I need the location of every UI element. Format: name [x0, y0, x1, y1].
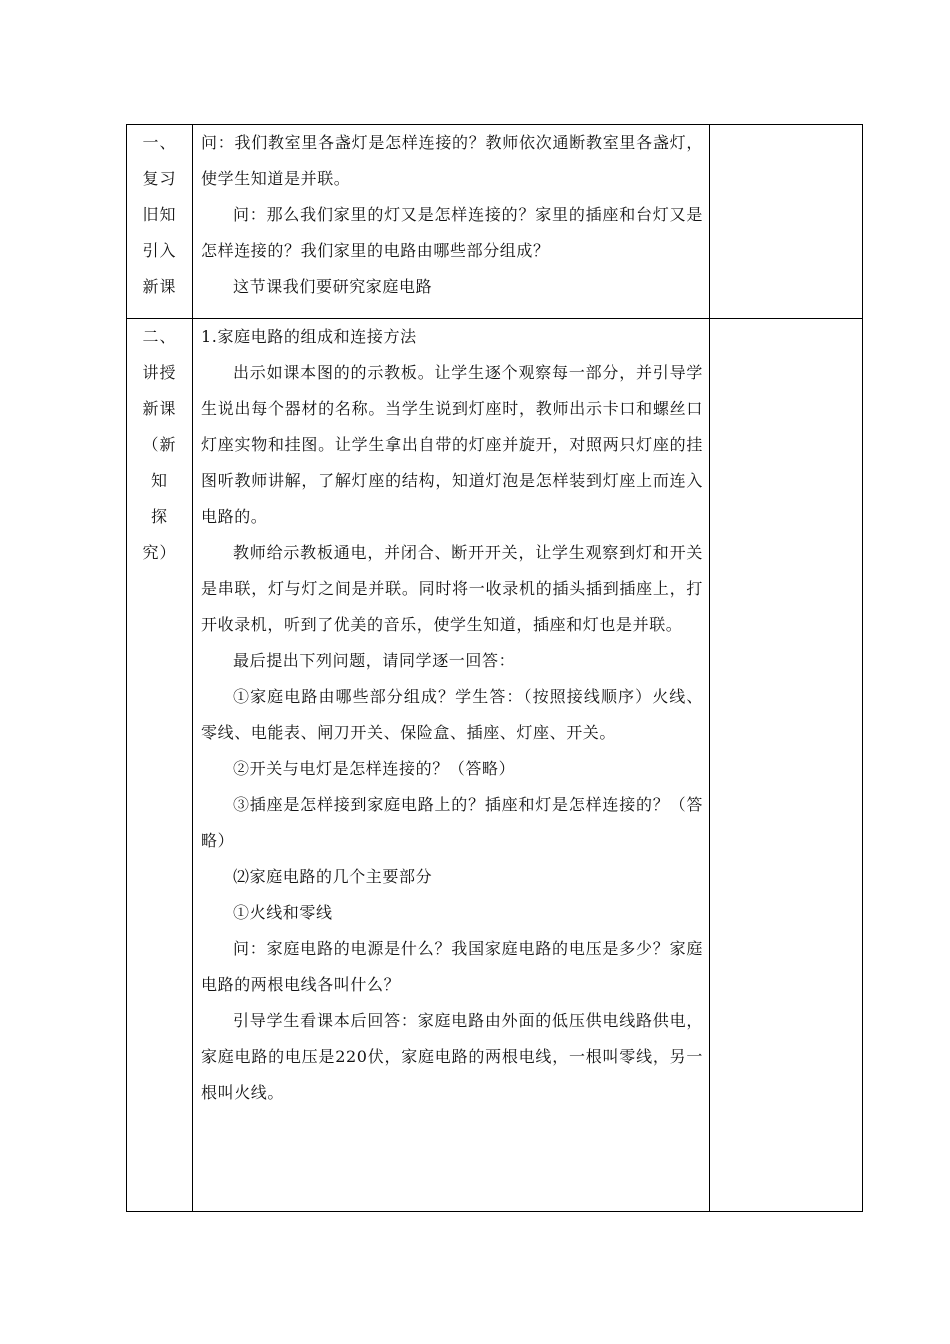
section-label-line: 探 — [150, 507, 168, 526]
paragraph: ③插座是怎样接到家庭电路上的？插座和灯是怎样连接的？（答略） — [201, 795, 703, 850]
paragraph: 1.家庭电路的组成和连接方法 — [201, 327, 417, 346]
paragraph: 引导学生看课本后回答：家庭电路由外面的低压供电线路供电，家庭电路的电压是220伏，家庭电路的两根电线，一根叫零线，另一根叫火线。 — [201, 1011, 703, 1102]
paragraph: 最后提出下列问题，请同学逐一回答： — [233, 651, 516, 670]
paragraph: 这节课我们要研究家庭电路 — [233, 277, 433, 296]
section-label-line: 旧知 — [142, 205, 177, 224]
paragraph: ①家庭电路由哪些部分组成？学生答：（按照接线顺序）火线、零线、电能表、闸刀开关、保险盒、插座、灯座、开关。 — [201, 687, 703, 742]
section-label-line: 新课 — [142, 277, 177, 296]
section-content-cell — [193, 319, 710, 1212]
paragraph: ②开关与电灯是怎样连接的？（答略） — [233, 759, 516, 778]
section-content-cell — [193, 125, 710, 319]
paragraph: 教师给示教板通电，并闭合、断开开关，让学生观察到灯和开关是串联，灯与灯之间是并联。同时将一收录机的插头插到插座上，打开收录机，听到了优美的音乐，使学生知道，插座和灯也是并联。 — [201, 543, 703, 634]
table-row — [127, 319, 863, 1212]
paragraph: ⑵家庭电路的几个主要部分 — [233, 867, 433, 886]
section-label-line: （新 — [142, 435, 177, 454]
section-label-line: 新课 — [142, 399, 177, 418]
paragraph: 出示如课本图的的示教板。让学生逐个观察每一部分，并引导学生说出每个器材的名称。当学生说到灯座时，教师出示卡口和螺丝口灯座实物和挂图。让学生拿出自带的灯座并旋开，对照两只灯座的挂图听教师讲解，了解灯座的结构，知道灯泡是怎样装到灯座上而连入电路的。 — [201, 363, 703, 526]
paragraph: 问：那么我们家里的灯又是怎样连接的？家里的插座和台灯又是怎样连接的？我们家里的电路由哪些部分组成？ — [201, 205, 703, 260]
section-label-cell — [127, 125, 193, 319]
section-label-line: 二、 — [142, 327, 177, 346]
section-label-line: 引入 — [142, 241, 177, 260]
notes-cell — [710, 125, 863, 319]
paragraph: ①火线和零线 — [233, 903, 333, 922]
paragraph: 问：我们教室里各盏灯是怎样连接的？教师依次通断教室里各盏灯，使学生知道是并联。 — [201, 133, 703, 188]
section-label-line: 讲授 — [142, 363, 177, 382]
section-label-line: 知 — [150, 471, 168, 490]
notes-cell — [710, 319, 863, 1212]
section-label-line: 一、 — [142, 133, 177, 152]
section-label-line: 复习 — [142, 169, 177, 188]
lesson-plan-table — [126, 124, 863, 1212]
table-row — [127, 125, 863, 319]
section-label-line: 究） — [142, 543, 177, 562]
section-label-cell — [127, 319, 193, 1212]
paragraph: 问：家庭电路的电源是什么？我国家庭电路的电压是多少？家庭电路的两根电线各叫什么？ — [201, 939, 703, 994]
